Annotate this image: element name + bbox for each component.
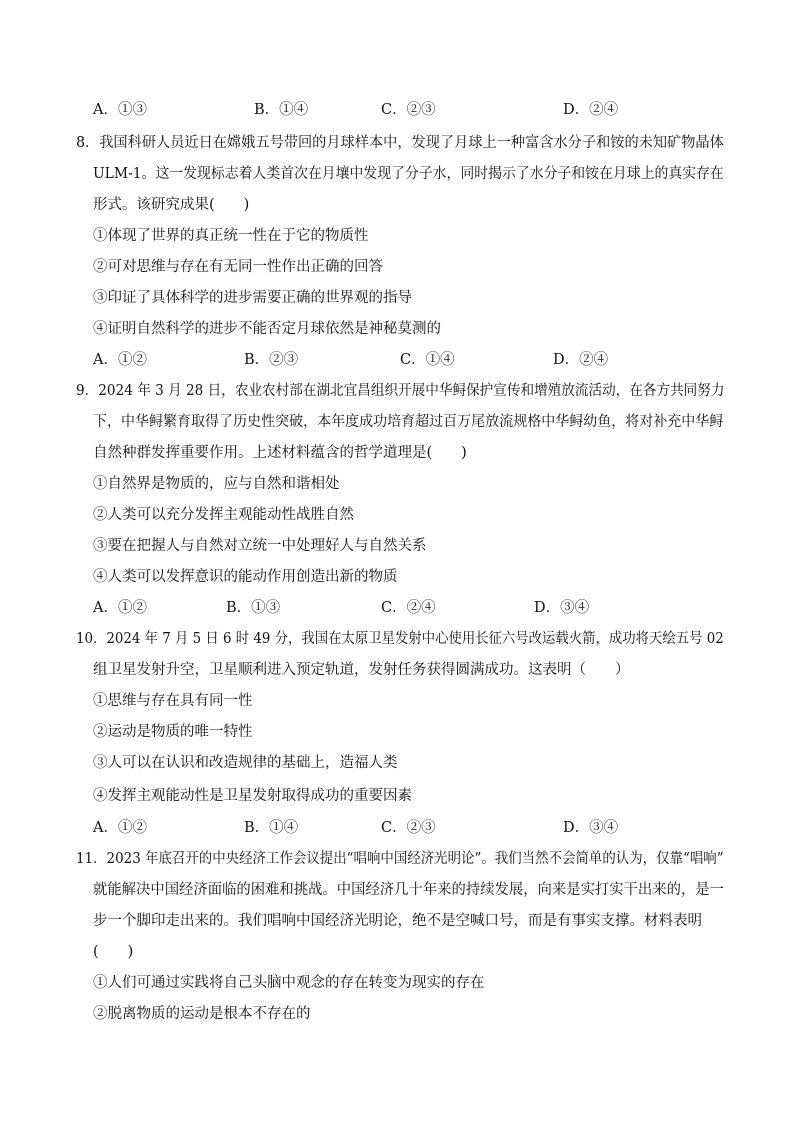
q8-statement-3: ③印证了具体科学的进步需要正确的世界观的指导 (93, 290, 412, 306)
q8-option-a: A．①② (93, 352, 147, 368)
q9-stem-line-1: 9．2024 年 3 月 28 日，农业农村部在湖北宜昌组织开展中华鲟保护宣传和增殖放流活动，在各方共同努力 (76, 383, 725, 399)
q11-stem-line-3: 步一个脚印走出来的。我们唱响中国经济光明论，绝不是空喊口号，而是有事实支撑。材料表明 (93, 913, 702, 929)
q7-option-c: C．②③ (381, 102, 436, 118)
q9-option-a: A．①② (93, 600, 147, 616)
q7-option-d: D．②④ (563, 102, 619, 118)
q10-option-d: D．③④ (563, 820, 619, 836)
q11-statement-1: ①人们可通过实践将自己头脑中观念的存在转变为现实的存在 (93, 975, 485, 991)
q10-option-c: C．②③ (381, 820, 436, 836)
q9-option-b: B．①③ (226, 600, 281, 616)
q8-option-d: D．②④ (553, 352, 609, 368)
q7-option-b: B．①④ (254, 102, 309, 118)
q8-statement-2: ②可对思维与存在有无同一性作出正确的回答 (93, 259, 383, 275)
q9-statement-2: ②人类可以充分发挥主观能动性战胜自然 (93, 507, 354, 523)
q8-statement-1: ①体现了世界的真正统一性在于它的物质性 (93, 228, 369, 244)
q9-statement-4: ④人类可以发挥意识的能动作用创造出新的物质 (93, 569, 398, 585)
q11-statement-2: ②脱离物质的运动是根本不存在的 (93, 1006, 311, 1022)
q8-statement-4: ④证明自然科学的进步不能否定月球依然是神秘莫测的 (93, 321, 441, 337)
q10-stem-line-2: 组卫星发射升空，卫星顺利进入预定轨道，发射任务获得圆满成功。这表明（ ） (93, 662, 630, 678)
q10-option-b: B．①④ (244, 820, 299, 836)
q10-statement-1: ①思维与存在具有同一性 (93, 693, 253, 709)
q11-stem-line-1: 11．2023 年底召开的中央经济工作会议提出“唱响中国经济光明论”。我们当然不会简单的认为，仅靠“唱响” (76, 851, 724, 867)
q10-option-a: A．①② (93, 820, 147, 836)
q10-stem-line-1: 10．2024 年 7 月 5 日 6 时 49 分，我国在太原卫星发射中心使用长征六号改运载火箭，成功将天绘五号 02 (76, 631, 724, 647)
q9-option-c: C．②④ (381, 600, 436, 616)
q10-statement-3: ③人可以在认识和改造规律的基础上，造福人类 (93, 755, 398, 771)
q10-statement-4: ④发挥主观能动性是卫星发射取得成功的重要因素 (93, 788, 412, 804)
q8-option-b: B．②③ (244, 352, 299, 368)
q8-stem-line-2: ULM-1。这一发现标志着人类首次在月壤中发现了分子水，同时揭示了水分子和铵在月球上的真实存在 (93, 166, 724, 182)
q9-stem-line-2: 下，中华鲟繁育取得了历史性突破，本年度成功培育超过百万尾放流规格中华鲟幼鱼，将对补充中华鲟 (93, 414, 724, 430)
q11-stem-line-2: 就能解决中国经济面临的困难和挑战。中国经济几十年来的持续发展，向来是实打实干出来的，是一 (93, 882, 724, 898)
q8-option-c: C．①④ (400, 352, 455, 368)
q8-stem-line-1: 8．我国科研人员近日在嫦娥五号带回的月球样本中，发现了月球上一种富含水分子和铵的未知矿物晶体 (76, 135, 724, 151)
q7-option-a: A．①③ (93, 102, 147, 118)
q11-stem-line-4: ( ) (93, 944, 134, 960)
q10-statement-2: ②运动是物质的唯一特性 (93, 724, 253, 740)
q9-statement-1: ①自然界是物质的，应与自然和谐相处 (93, 476, 340, 492)
q8-stem-line-3: 形式。该研究成果( ) (93, 197, 250, 213)
q9-option-d: D．③④ (534, 600, 590, 616)
q9-statement-3: ③要在把握人与自然对立统一中处理好人与自然关系 (93, 538, 427, 554)
q9-stem-line-3: 自然种群发挥重要作用。上述材料蕴含的哲学道理是( ) (93, 445, 467, 461)
